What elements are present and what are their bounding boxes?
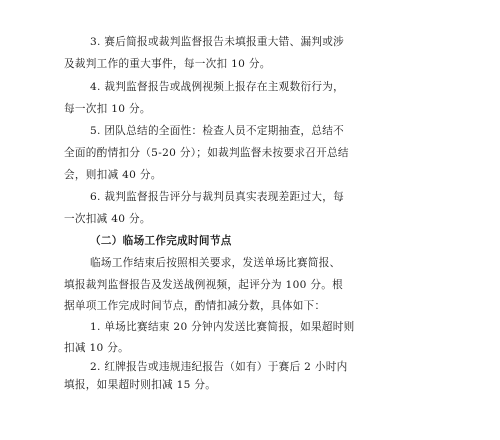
text-line-12: 填报裁判监督报告及发送战例视频，起评分为 100 分。根 — [64, 279, 344, 291]
section-heading: （二）临场工作完成时间节点 — [90, 235, 232, 247]
text-line-2: 及裁判工作的重大事件，每一次扣 10 分。 — [64, 58, 271, 70]
text-line-6: 全面的酌情扣分（5-20 分）；如裁判监督未按要求召开总结 — [64, 147, 349, 159]
text-line-5: 5. 团队总结的全面性：检查人员不定期抽查，总结不 — [90, 125, 345, 137]
text-line-7: 会，则扣减 40 分。 — [64, 169, 162, 181]
text-line-13: 据单项工作完成时间节点，酌情扣减分数，具体如下： — [64, 300, 326, 312]
text-line-9: 一次扣减 40 分。 — [64, 213, 151, 225]
text-line-11: 临场工作结束后按照相关要求，发送单场比赛简报、 — [90, 257, 341, 269]
text-line-3: 4. 裁判监督报告或战例视频上报存在主观数衍行为， — [90, 81, 345, 93]
text-line-15: 扣减 10 分。 — [64, 342, 129, 354]
text-line-8: 6. 裁判监督报告评分与裁判员真实表现差距过大，每 — [90, 191, 345, 203]
text-line-17: 填报，如果超时则扣减 15 分。 — [64, 379, 217, 391]
text-line-14: 1. 单场比赛结束 20 分钟内发送比赛简报，如果超时则 — [90, 321, 355, 333]
text-line-16: 2. 红牌报告或违规违纪报告（如有）于赛后 2 小时内 — [90, 361, 348, 373]
text-line-4: 每一次扣 10 分。 — [64, 103, 151, 115]
text-line-1: 3. 赛后简报或裁判监督报告未填报重大错、漏判或涉 — [90, 36, 345, 48]
